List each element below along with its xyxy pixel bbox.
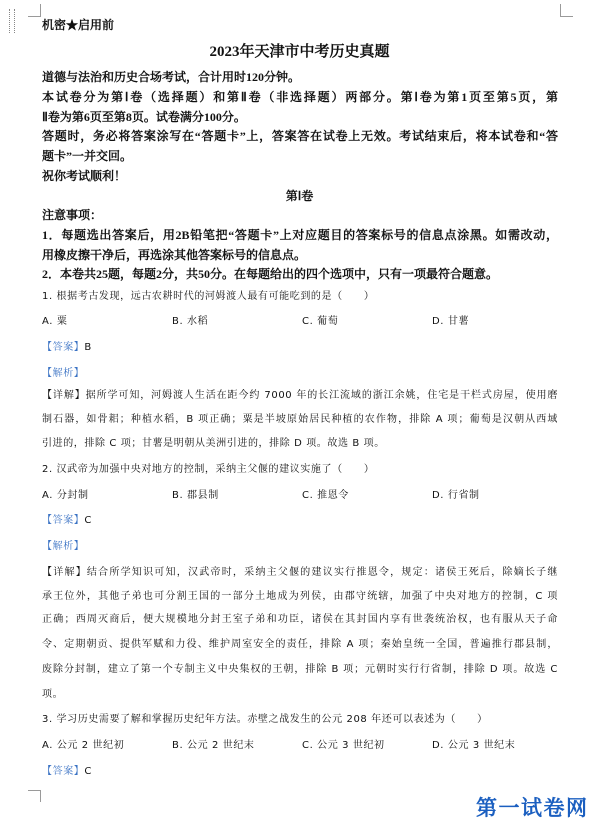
- corner-mark-top-left: [40, 4, 41, 16]
- question-stem: 2. 汉武帝为加强中央对地方的控制，采纳主父偃的建议实施了（ ）: [42, 464, 375, 475]
- answer-line: [42, 513, 558, 529]
- option-d: D. 行省制: [432, 490, 480, 501]
- detail-line: 项。: [42, 689, 64, 700]
- corner-mark-top-right: [560, 16, 573, 17]
- corner-mark-bottom-left: [40, 790, 41, 802]
- detail-line: 制石器，如骨耜；种植水稻，B 项正确；粟是半坡原始居民种植的农作物，排除 A 项；葡萄是汉朝从西域: [42, 414, 558, 425]
- section-title: 第Ⅰ卷: [285, 189, 314, 203]
- corner-mark-top-left: [28, 16, 41, 17]
- answer-label: 【答案】: [42, 515, 85, 526]
- option-a: A. 公元 2 世纪初: [42, 740, 125, 751]
- answer-value: B: [84, 342, 92, 353]
- detail-line: 【详解】据所学可知，河姆渡人生活在距今约 7000 年的长江流域的浙江余姚，住宅是干栏式房屋，使用磨: [42, 390, 558, 401]
- answer-label: 【答案】: [42, 342, 85, 353]
- answer-value: C: [84, 515, 92, 526]
- intro-line: 祝你考试顺利！: [42, 169, 127, 183]
- notice-line: 2．本卷共25题，每题2分，共50分。在每题给出的四个选项中，只有一项最符合题意。: [42, 267, 499, 281]
- notice-heading: 注意事项：: [42, 208, 103, 222]
- intro-line: Ⅱ卷为第6页至第8页。试卷满分100分。: [42, 110, 246, 124]
- notice-line: 用橡皮擦干净后，再选涂其他答案标号的信息点。: [42, 248, 307, 262]
- answer-line: [42, 764, 558, 780]
- analysis-label: 【解析】: [42, 368, 85, 379]
- option-b: B. 公元 2 世纪末: [172, 740, 255, 751]
- detail-line: 正确；西周灭商后，便大规模地分封王室子弟和功臣，诸侯在其封国内享有世袭统治权，也有服从天子命: [42, 614, 558, 625]
- option-d: D. 公元 3 世纪末: [432, 740, 516, 751]
- corner-mark-bottom-left: [28, 790, 41, 791]
- corner-mark-top-right: [560, 4, 561, 16]
- site-watermark-logo: 第一试卷网: [476, 796, 589, 820]
- question-stem: 3. 学习历史需要了解和掌握历史纪年方法。赤壁之战发生的公元 208 年还可以表述为（ ）: [42, 714, 488, 725]
- detail-line: 废除分封制，建立了第一个专制主义中央集权的王朝，排除 B 项；元朝时实行行省制，排除 D 项。故选 C: [42, 664, 558, 675]
- notice-line: 1．每题选出答案后，用2B铅笔把“答题卡”上对应题目的答案标号的信息点涂黑。如需改动，: [42, 228, 558, 242]
- option-b: B. 郡县制: [172, 490, 219, 501]
- answer-value: C: [84, 766, 92, 777]
- option-d: D. 甘薯: [432, 316, 470, 327]
- option-a: A. 分封制: [42, 490, 89, 501]
- detail-line: 令、定期朝贡、提供军赋和力役、维护周室安全的责任，排除 A 项；秦始皇统一全国，普遍推行郡县制，: [42, 639, 558, 650]
- option-a: A. 粟: [42, 316, 68, 327]
- question-stem: 1. 根据考古发现，远古农耕时代的河姆渡人最有可能吃到的是（ ）: [42, 291, 375, 302]
- answer-label: 【答案】: [42, 766, 85, 777]
- analysis-label: 【解析】: [42, 541, 85, 552]
- option-c: C. 推恩令: [302, 490, 349, 501]
- detail-line: 引进的，排除 C 项；甘薯是明朝从美洲引进的，排除 D 项。故选 B 项。: [42, 438, 385, 449]
- detail-line: 承王位外，其他子弟也可分割王国的一部分土地成为列侯，由郡守统辖，加强了中央对地方的控制，C 项: [42, 591, 558, 602]
- answer-line: [42, 340, 558, 356]
- binding-gutter-dots: [9, 9, 15, 33]
- option-c: C. 公元 3 世纪初: [302, 740, 385, 751]
- intro-line: 道德与法治和历史合场考试，合计用时120分钟。: [42, 70, 301, 84]
- confidential-label: 机密★启用前: [42, 18, 115, 32]
- option-b: B. 水稻: [172, 316, 209, 327]
- detail-line: 【详解】结合所学知识可知，汉武帝时，采纳主父偃的建议实行推恩令，规定：诸侯王死后，除嫡长子继: [42, 567, 558, 578]
- intro-line: 题卡”一并交回。: [42, 149, 133, 163]
- option-c: C. 葡萄: [302, 316, 339, 327]
- intro-line: 本试卷分为第Ⅰ卷（选择题）和第Ⅱ卷（非选择题）两部分。第Ⅰ卷为第1页至第5页，第: [42, 90, 558, 104]
- intro-line: 答题时，务必将答案涂写在“答题卡”上，答案答在试卷上无效。考试结束后，将本试卷和“答: [42, 129, 558, 143]
- page-title: 2023年天津市中考历史真题: [209, 44, 390, 60]
